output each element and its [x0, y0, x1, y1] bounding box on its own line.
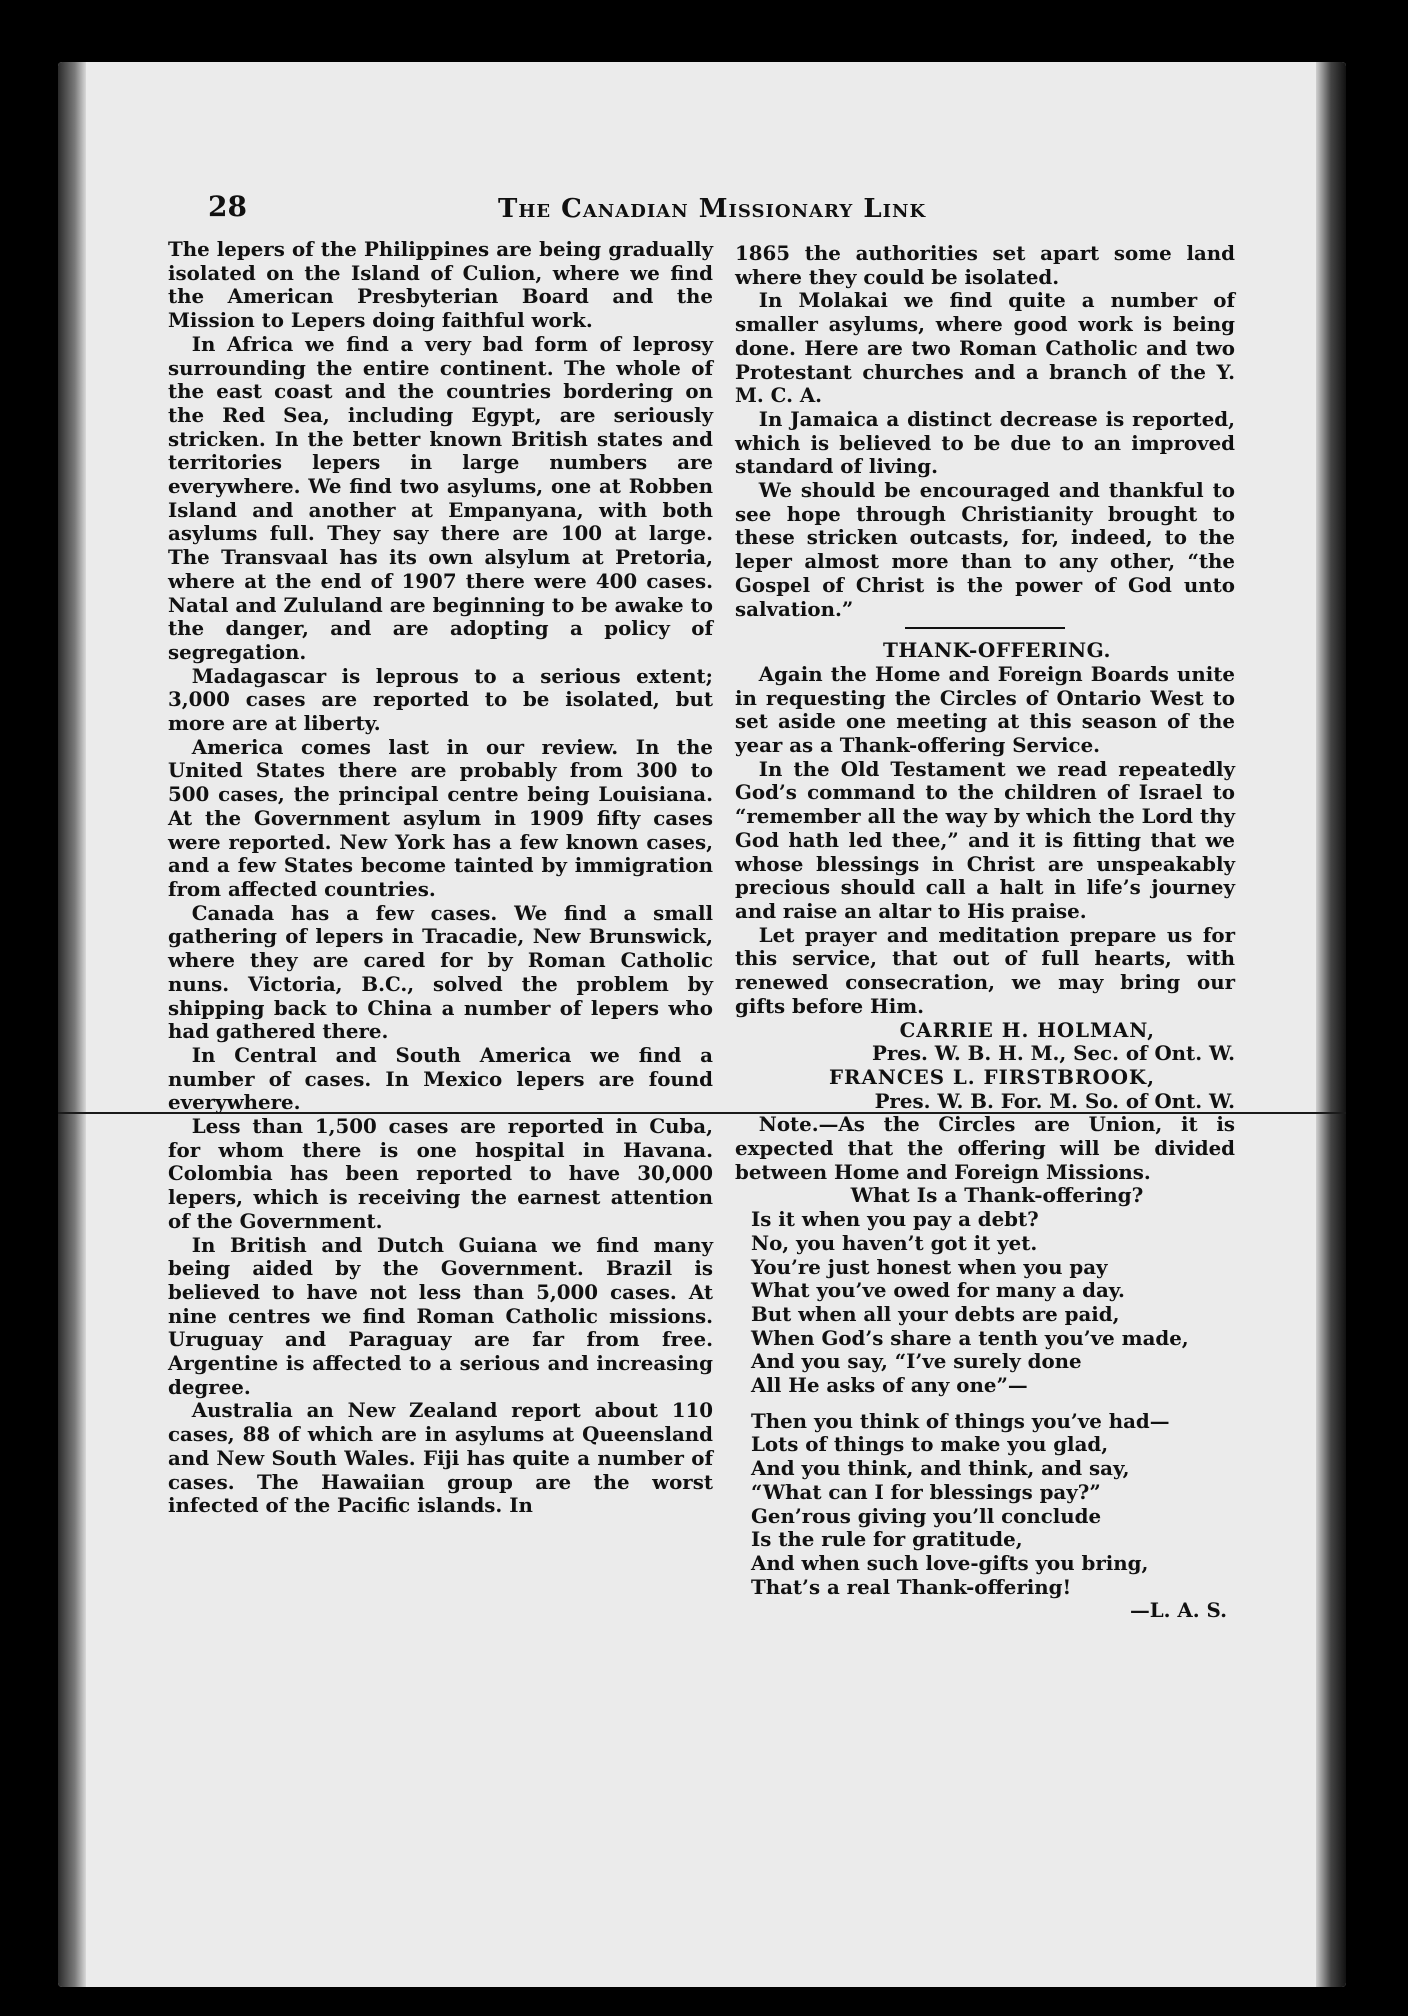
paragraph: We should be encouraged and thankful to see hope through Christianity brought to these stricken outcasts, for, indeed, to the leper almost more than to any other, “the Gospel of Christ is the power of God unto salvation.” — [735, 478, 1235, 621]
paragraph: In Jamaica a distinct decrease is reported, which is believed to be due to an improved standard of living. — [735, 406, 1235, 479]
paragraph: Canada has a few cases. We find a small gathering of lepers in Tracadie, New Brunswick, where they are cared for by Roman Catholic nuns. Victoria, B.C., solved the problem by shipping back to China a number of lepers who had gathered there. — [168, 900, 713, 1044]
poem-line: Then you think of things you’ve had— — [751, 1408, 1170, 1433]
poem-line: And you think, and think, and say, — [751, 1456, 1130, 1481]
poem-line: Is it when you pay a debt? — [751, 1207, 1039, 1232]
paragraph: America comes last in our review. In the United States there are probably from 300 to 500 cases, the principal centre being Louisiana. At the Government asylum in 1909 fifty cases were reported. New York has a few known cases, and a few States become tainted by immigration from affected countries. — [168, 734, 713, 901]
poem-line: You’re just honest when you pay — [751, 1254, 1108, 1279]
running-title: The Canadian Missionary Link — [498, 194, 927, 224]
poem-line: And when such love-gifts you bring, — [751, 1550, 1149, 1575]
paragraph: In the Old Testament we read repeatedly God’s command to the children of Israel to “remember all the way by which the Lord thy God hath led thee,” and it is fitting that we whose blessings in Christ are unspeakably precious should call a halt in life’s journey and raise an altar to His praise. — [735, 756, 1235, 923]
binding-shadow — [58, 62, 86, 1987]
signature-title: Pres. W. B. For. M. So. of Ont. W. — [874, 1088, 1235, 1113]
poem-line: All He asks of any one”— — [751, 1373, 1028, 1398]
stanza-gap — [751, 1398, 1235, 1410]
paragraph: Let prayer and meditation prepare us for this service, that out of full hearts, with renewed consecration, we may bring our gifts before Him. — [735, 922, 1235, 1018]
signature-name: FRANCES L. FIRSTBROOK, — [828, 1064, 1155, 1089]
note: Note.—As the Circles are Union, it is expected that the offering will be divided between Home and Foreign Missions. — [735, 1112, 1235, 1184]
poem-heading: What Is a Thank-offering? — [850, 1183, 1144, 1208]
poem-line: Gen’rous giving you’ll conclude — [751, 1503, 1102, 1528]
left-column — [168, 238, 713, 1518]
paragraph: 1865 the authorities set apart some land where they could be isolated. — [735, 241, 1235, 289]
paragraph: The lepers of the Philippines are being gradually isolated on the Island of Culion, where we find the American Presbyterian Board and the Mission to Lepers doing faithful work. — [168, 237, 713, 333]
page-number: 28 — [208, 190, 247, 223]
section-heading: THANK-OFFERING. — [883, 638, 1111, 663]
poem — [735, 1208, 1235, 1599]
signature-title: Pres. W. B. H. M., Sec. of Ont. W. — [871, 1041, 1235, 1066]
poem-line: No, you haven’t got it yet. — [751, 1230, 1038, 1255]
paragraph: In Molakai we find quite a number of smaller asylums, where good work is being done. Here are two Roman Catholic and two Protestant churches and a branch of the Y. M. C. A. — [735, 288, 1235, 408]
right-column — [735, 242, 1235, 1623]
poem-line: That’s a real Thank-offering! — [751, 1574, 1072, 1599]
paragraph: Again the Home and Foreign Boards unite in requesting the Circles of Ontario West to set aside one meeting at this season of the year as a Thank-offering Service. — [735, 661, 1235, 758]
page-header — [208, 190, 1238, 240]
section-divider — [905, 627, 1065, 629]
paragraph: Less than 1,500 cases are reported in Cuba, for whom there is one hospital in Havana. Colombia has been reported to have 30,000 lepers, which is receiving the earnest attention of the Government. — [168, 1114, 713, 1233]
paragraph: In British and Dutch Guiana we find many being aided by the Government. Brazil is believed to have not less than 5,000 cases. At nine centres we find Roman Catholic missions. Uruguay and Paraguay are far from free. Argentine is affected to a serious and increasing degree. — [168, 1232, 713, 1399]
paragraph: Madagascar is leprous to a serious extent; 3,000 cases are reported to be isolated, but more are at liberty. — [168, 663, 713, 736]
poem-line: But when all your debts are paid, — [751, 1301, 1120, 1326]
poem-line: Is the rule for gratitude, — [751, 1527, 1023, 1552]
paragraph: In Africa we find a very bad form of leprosy surrounding the entire continent. The whole of the east coast and the countries bordering on the Red Sea, including Egypt, are seriously stricken. In the better known British states and territories lepers in large numbers are everywhere. We find two asylums, one at Robben Island and another at Empanyana, with both asylums full. They say there are 100 at large. The Transvaal has its own alsylum at Pretoria, where at the end of 1907 there were 400 cases. Natal and Zululand are beginning to be awake to the danger, and are adopting a policy of segregation. — [168, 331, 713, 664]
poem-line: “What can I for blessings pay?” — [751, 1479, 1101, 1504]
page-edge-shadow — [1316, 62, 1346, 1987]
poem-line: Lots of things to make you glad, — [751, 1432, 1109, 1457]
poem-line: And you say, “I’ve surely done — [751, 1349, 1082, 1374]
poem-line: What you’ve owed for many a day. — [751, 1278, 1125, 1303]
signature-name: CARRIE H. HOLMAN, — [899, 1017, 1155, 1042]
poem-line: When God’s share a tenth you’ve made, — [751, 1325, 1189, 1350]
paragraph: In Central and South America we find a number of cases. In Mexico lepers are found everywhere. — [168, 1042, 713, 1115]
paragraph: Australia an New Zealand report about 110 cases, 88 of which are in asylums at Queensland and New South Wales. Fiji has quite a number of cases. The Hawaiian group are the worst infected of the Pacific islands. In — [168, 1398, 713, 1518]
poem-attribution: —L. A. S. — [1129, 1598, 1227, 1623]
